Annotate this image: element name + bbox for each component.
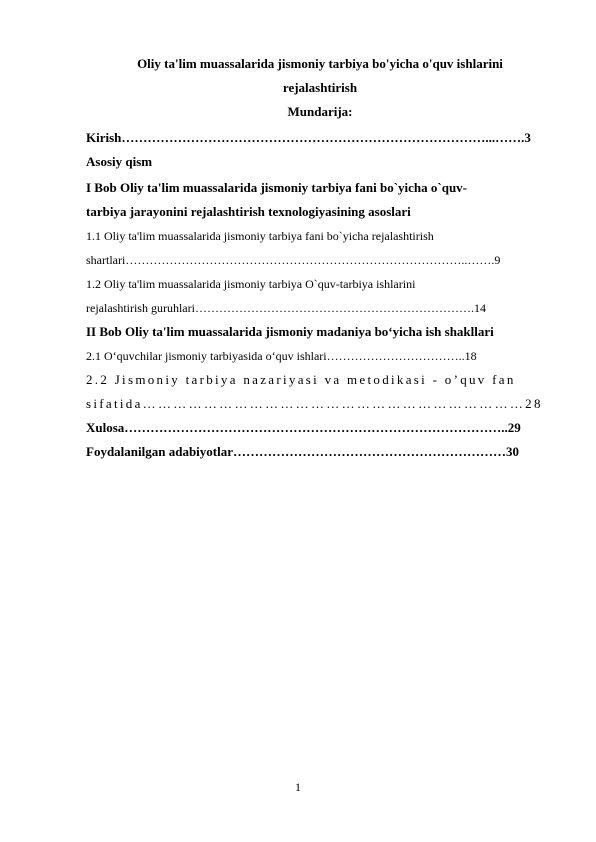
- toc-entry-bob2: II Bob Oliy ta'lim muassalarida jismoniy madaniya bo‘yicha ish shakllari: [86, 324, 494, 339]
- title-line-2: rejalashtirish: [282, 80, 358, 95]
- toc-entry-2-2-line1: 2.2 Jismoniy tarbiya nazariyasi va metodikasi - o’quv fan: [86, 372, 516, 387]
- toc-entry-1-1-line2: shartlari…………………………………………………………………………..…….9: [86, 253, 501, 267]
- page-number: 1: [295, 780, 301, 794]
- toc-entry-bob1-line1: I Bob Oliy ta'lim muassalarida jismoniy tarbiya fani bo`yicha o`quv-: [86, 180, 468, 195]
- toc-entry-2-1: 2.1 O‘quvchilar jismoniy tarbiyasida o‘quv ishlari……………………………..18: [86, 349, 477, 363]
- toc-entry-asosiy: Asosiy qism: [86, 154, 153, 169]
- toc-entry-bob1-line2: tarbiya jarayonini rejalashtirish texnologiyasining asoslari: [86, 204, 411, 219]
- toc-entry-1-2-line1: 1.2 Oliy ta'lim muassalarida jismoniy tarbiya O`quv-tarbiya ishlarini: [86, 277, 416, 291]
- toc-entry-1-1-line1: 1.1 Oliy ta'lim muassalarida jismoniy tarbiya fani bo`yicha rejalashtirish: [86, 229, 434, 243]
- toc-entry-xulosa: Xulosa……………………………………………………………………………..29: [86, 420, 521, 435]
- contents-heading: Mundarija:: [287, 104, 353, 119]
- toc-entry-1-2-line2: rejalashtirish guruhlari…………………………………………………………….14: [86, 301, 486, 315]
- toc-entry-kirish: Kirish…………………………………………………………………………...…….3: [86, 130, 531, 145]
- toc-entry-foydalanilgan: Foydalanilgan adabiyotlar………………………………………………………30: [86, 444, 519, 459]
- title-line-1: Oliy ta'lim muassalarida jismoniy tarbiya bo'yicha o'quv ishlarini: [137, 56, 503, 71]
- toc-entry-2-2-line2: sifatida…………………………………………………………………28: [86, 396, 543, 411]
